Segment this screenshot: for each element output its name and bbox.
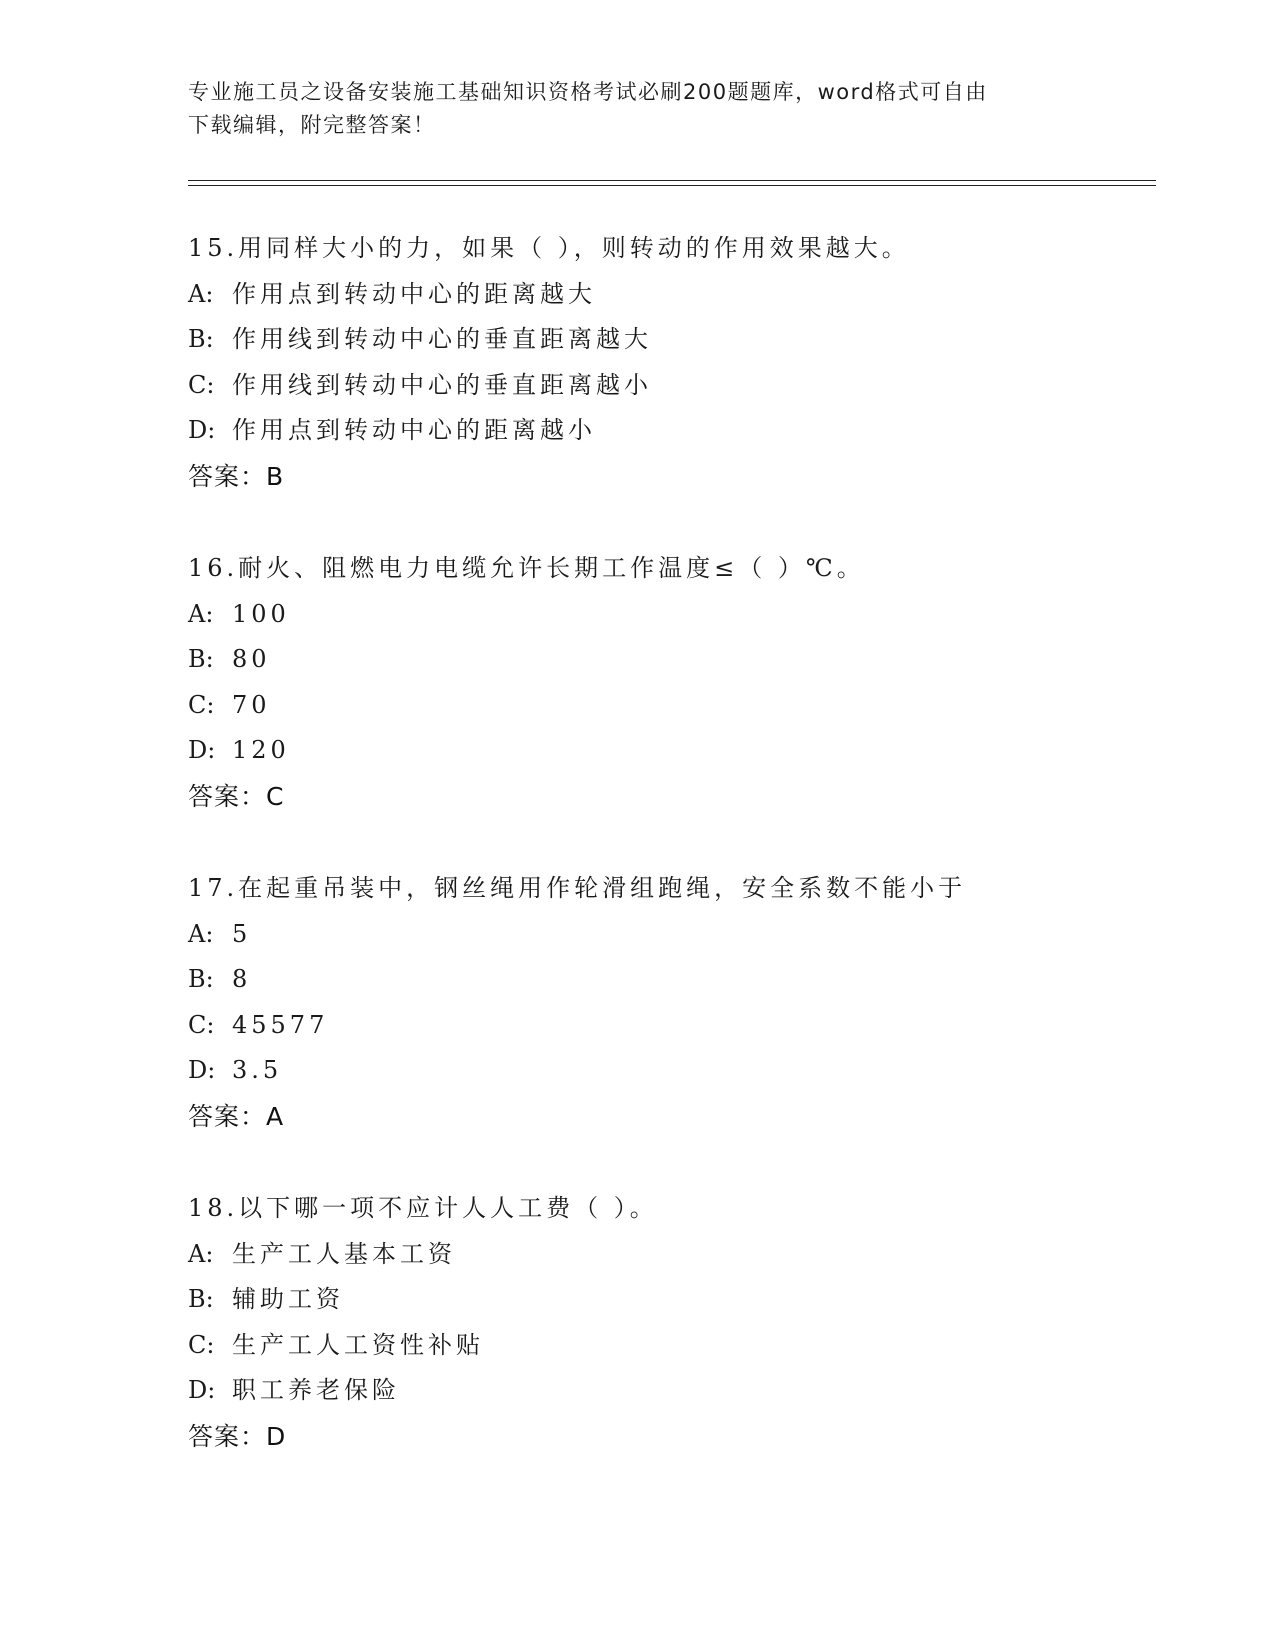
option-b xyxy=(188,637,1168,683)
question-title: 17.在起重吊装中，钢丝绳用作轮滑组跑绳，安全系数不能小于 xyxy=(188,874,967,902)
option-key: A: xyxy=(188,1239,214,1268)
option-key: B: xyxy=(188,965,214,993)
answer: 答案：D xyxy=(188,1421,287,1451)
option-text: 作用线到转动中心的垂直距离越小 xyxy=(232,370,652,399)
option-d xyxy=(188,408,1168,454)
option-text: 70 xyxy=(232,690,271,719)
option-key: A: xyxy=(188,599,214,628)
header-line-2: 下载编辑，附完整答案！ xyxy=(188,113,436,137)
option-b xyxy=(188,957,1168,1003)
question-16 xyxy=(188,546,1168,819)
option-c xyxy=(188,1323,1168,1369)
option-text: 作用点到转动中心的距离越小 xyxy=(232,416,596,444)
option-text: 8 xyxy=(232,965,252,993)
option-d xyxy=(188,1368,1168,1414)
option-key: B: xyxy=(188,325,214,353)
option-key: A: xyxy=(188,919,214,948)
option-key: B: xyxy=(188,645,214,673)
option-text: 80 xyxy=(232,645,271,673)
option-text: 120 xyxy=(232,736,290,764)
option-a xyxy=(188,592,1168,638)
question-title: 15.用同样大小的力，如果（ ），则转动的作用效果越大。 xyxy=(188,234,910,262)
option-text: 100 xyxy=(232,599,290,628)
option-b xyxy=(188,1277,1168,1323)
option-key: A: xyxy=(188,279,214,308)
option-key: D: xyxy=(188,1376,216,1404)
option-key: C: xyxy=(188,1330,215,1359)
answer: 答案：C xyxy=(188,781,285,811)
option-key: D: xyxy=(188,736,216,764)
option-b xyxy=(188,317,1168,363)
option-text: 作用点到转动中心的距离越大 xyxy=(232,279,596,308)
question-15 xyxy=(188,226,1168,499)
question-title: 16.耐火、阻燃电力电缆允许长期工作温度≤（ ）℃。 xyxy=(188,554,865,582)
option-d xyxy=(188,728,1168,774)
option-c xyxy=(188,1003,1168,1049)
header-line-1: 专业施工员之设备安装施工基础知识资格考试必刷200题题库，word格式可自由 xyxy=(188,80,988,104)
question-17 xyxy=(188,866,1168,1139)
option-text: 作用线到转动中心的垂直距离越大 xyxy=(232,325,652,353)
option-text: 45577 xyxy=(232,1010,329,1039)
option-text: 生产工人工资性补贴 xyxy=(232,1330,484,1359)
option-a xyxy=(188,1232,1168,1278)
option-a xyxy=(188,912,1168,958)
option-text: 辅助工资 xyxy=(232,1285,344,1313)
option-key: D: xyxy=(188,416,216,444)
option-text: 生产工人基本工资 xyxy=(232,1239,456,1268)
question-18 xyxy=(188,1186,1168,1459)
header-rule-top xyxy=(188,180,1156,181)
option-text: 5 xyxy=(232,919,252,948)
option-key: C: xyxy=(188,1010,215,1039)
option-c xyxy=(188,683,1168,729)
option-a xyxy=(188,272,1168,318)
header-rule-bottom xyxy=(188,185,1156,186)
answer: 答案：B xyxy=(188,461,285,491)
option-key: C: xyxy=(188,370,215,399)
option-text: 职工养老保险 xyxy=(232,1376,400,1404)
document-header xyxy=(188,76,1068,142)
option-key: B: xyxy=(188,1285,214,1313)
question-title: 18.以下哪一项不应计人人工费（ ）。 xyxy=(188,1194,658,1222)
option-key: D: xyxy=(188,1056,216,1084)
answer: 答案：A xyxy=(188,1101,285,1131)
option-text: 3.5 xyxy=(232,1056,283,1084)
option-c xyxy=(188,363,1168,409)
option-key: C: xyxy=(188,690,215,719)
option-d xyxy=(188,1048,1168,1094)
